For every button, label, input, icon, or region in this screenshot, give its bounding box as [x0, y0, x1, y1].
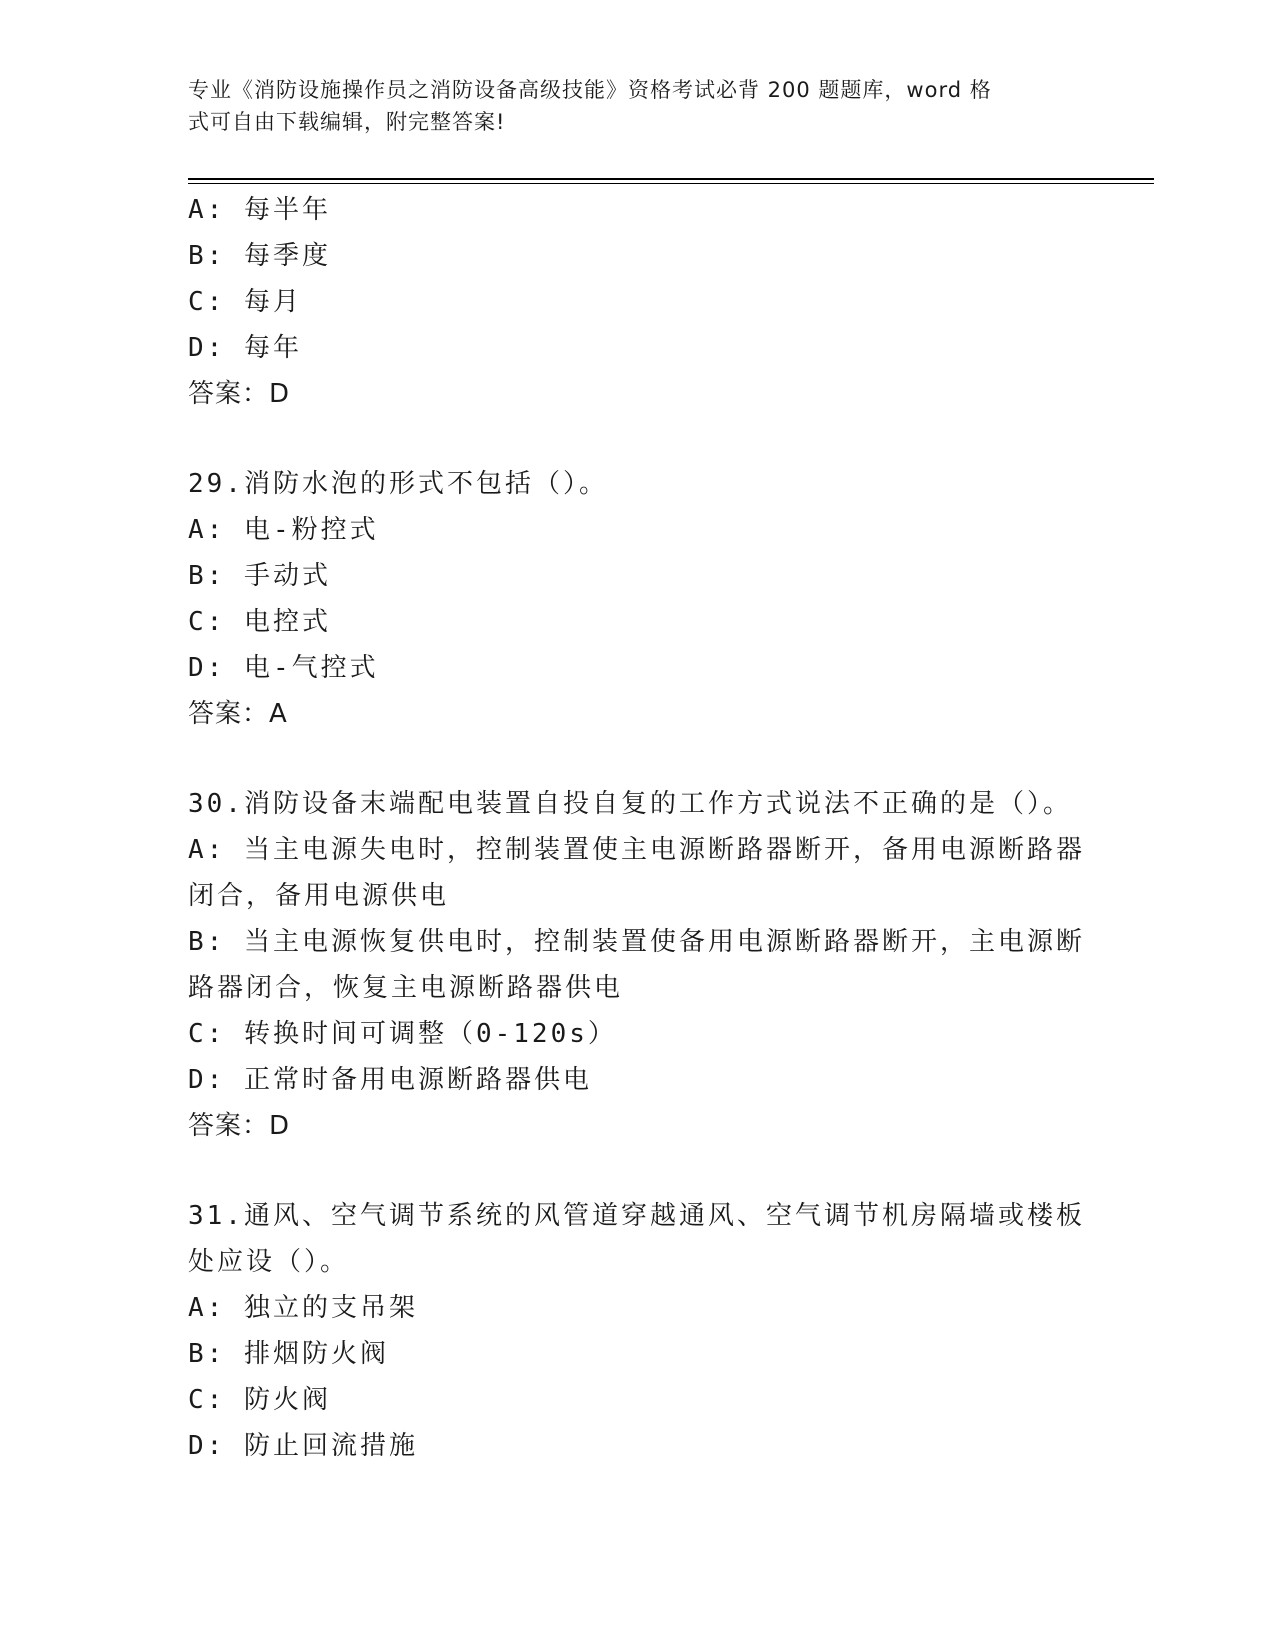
option-a: A: 独立的支吊架 [188, 1293, 418, 1323]
spacer [188, 1149, 1088, 1193]
question-text: 30.消防设备末端配电装置自投自复的工作方式说法不正确的是（）。 [188, 789, 1072, 819]
document-header [188, 74, 1088, 138]
option-c: C: 转换时间可调整（0-120s） [188, 1019, 617, 1049]
question-31 [188, 1193, 1088, 1469]
header-line-1: 专业《消防设施操作员之消防设备高级技能》资格考试必背 200 题题库，word 格 [188, 78, 992, 102]
option-b: B: 每季度 [188, 241, 331, 271]
answer-line: 答案：A [188, 699, 288, 729]
header-line-2: 式可自由下载编辑，附完整答案! [188, 110, 506, 134]
option-a: A: 电-粉控式 [188, 515, 379, 545]
option-d: D: 正常时备用电源断路器供电 [188, 1065, 592, 1095]
header-divider-thin [188, 183, 1154, 184]
option-a-line-1: A: 当主电源失电时，控制装置使主电源断路器断开，备用电源断路器 [188, 835, 1085, 865]
option-b: B: 手动式 [188, 561, 331, 591]
spacer [188, 737, 1088, 781]
option-d: D: 每年 [188, 333, 302, 363]
option-d: D: 电-气控式 [188, 653, 379, 683]
option-b: B: 排烟防火阀 [188, 1339, 389, 1369]
option-c: C: 电控式 [188, 607, 331, 637]
header-divider-thick [188, 178, 1154, 180]
answer-line: 答案：D [188, 379, 291, 409]
question-text-line-1: 31.通风、空气调节系统的风管道穿越通风、空气调节机房隔墙或楼板 [188, 1201, 1085, 1231]
question-29 [188, 461, 1088, 737]
option-c: C: 每月 [188, 287, 302, 317]
option-d: D: 防止回流措施 [188, 1431, 418, 1461]
option-b-line-2: 路器闭合，恢复主电源断路器供电 [188, 973, 624, 1003]
question-text: 29.消防水泡的形式不包括（）。 [188, 469, 608, 499]
option-c: C: 防火阀 [188, 1385, 331, 1415]
answer-line: 答案：D [188, 1111, 291, 1141]
question-text-line-2: 处应设（）。 [188, 1247, 350, 1277]
option-a: A: 每半年 [188, 195, 331, 225]
question-30 [188, 781, 1088, 1149]
option-a-line-2: 闭合，备用电源供电 [188, 881, 450, 911]
question-list [188, 187, 1088, 1469]
option-b-line-1: B: 当主电源恢复供电时，控制装置使备用电源断路器断开，主电源断 [188, 927, 1085, 957]
spacer [188, 417, 1088, 461]
question-28-tail [188, 187, 1088, 417]
